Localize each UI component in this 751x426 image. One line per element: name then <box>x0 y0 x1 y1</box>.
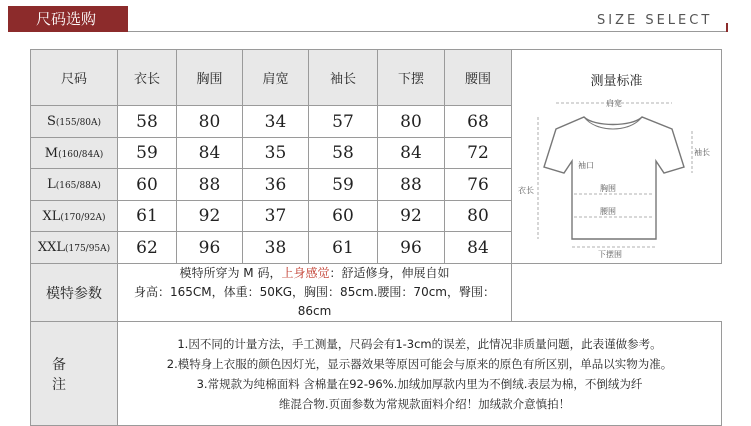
sleeve-value: 58 <box>309 137 378 169</box>
measurement-diagram-cell <box>512 50 722 264</box>
sleeve-value: 61 <box>309 232 378 264</box>
size-cell <box>31 232 118 264</box>
sleeve-value: 57 <box>309 106 378 138</box>
waist-value: 76 <box>445 169 512 201</box>
note-item: 2.模特身上衣服的颜色因灯光，显示器效果等原因可能会与原来的原色有所区别，单品以实物为准。 <box>166 356 673 371</box>
waist-value: 80 <box>445 200 512 232</box>
column-header: 尺码 <box>31 50 118 106</box>
waist-value: 84 <box>445 232 512 264</box>
shoulder-value: 35 <box>243 137 309 169</box>
fit-feeling-text: ：舒适修身，伸展自如 <box>329 266 450 280</box>
section-title-banner <box>8 6 128 32</box>
size-name: XXL <box>37 240 65 256</box>
note-item: 1.因不同的计量方法，手工测量，尺码会有1-3cm的误差，此情况非质量问题，此表谨做参考。 <box>177 336 662 351</box>
length-value: 61 <box>118 200 177 232</box>
notes-content <box>118 322 722 426</box>
size-select-caption: SIZE SELECT <box>597 13 713 28</box>
size-cell <box>31 169 118 201</box>
length-label: 衣长 <box>517 186 534 195</box>
chest-value: 96 <box>177 232 243 264</box>
shoulder-value: 37 <box>243 200 309 232</box>
armhole-label: 袖口 <box>577 161 594 170</box>
fit-feeling-label: 上身感觉 <box>281 266 330 280</box>
model-label: 模特参数 <box>31 264 118 322</box>
table-header-row <box>31 50 722 106</box>
model-info <box>118 264 512 322</box>
notes-label: 备注 <box>31 322 118 426</box>
size-spec: (160/84A) <box>58 149 104 160</box>
length-value: 58 <box>118 106 177 138</box>
column-header: 下摆 <box>378 50 445 106</box>
header-divider <box>128 31 726 32</box>
waist-value: 68 <box>445 106 512 138</box>
chest-value: 84 <box>177 137 243 169</box>
tshirt-measurement-diagram <box>514 89 720 259</box>
length-value: 60 <box>118 169 177 201</box>
chest-value: 80 <box>177 106 243 138</box>
size-cell <box>31 106 118 138</box>
size-name: M <box>44 145 59 161</box>
size-spec: (155/80A) <box>55 118 102 129</box>
column-header: 胸围 <box>177 50 243 106</box>
hem-value: 92 <box>378 200 445 232</box>
sleeve-label: 袖长 <box>693 148 710 157</box>
column-header: 肩宽 <box>243 50 309 106</box>
size-spec: (170/92A) <box>60 212 106 223</box>
model-row <box>31 264 722 322</box>
note-item: 3.常规款为纯棉面料 含棉量在92-96%.加绒加厚款内里为不倒绒.表层为棉，不倒绒为纤 <box>196 376 643 391</box>
chest-label: 胸围 <box>599 184 616 193</box>
hem-value: 84 <box>378 137 445 169</box>
shoulder-value: 36 <box>243 169 309 201</box>
model-measurements: 身高：165CM，体重：50KG，胸围：85cm.腰围：70cm，臀围：86cm <box>133 285 495 318</box>
notes-row <box>31 322 722 426</box>
size-name: L <box>47 177 56 193</box>
hem-value: 80 <box>378 106 445 138</box>
sleeve-value: 60 <box>309 200 378 232</box>
size-cell <box>31 137 118 169</box>
column-header: 腰围 <box>445 50 512 106</box>
section-title: 尺码选购 <box>36 10 97 28</box>
column-header: 衣长 <box>118 50 177 106</box>
model-fit-line <box>118 264 511 283</box>
hem-label: 下摆围 <box>597 250 622 259</box>
measurement-standard-title: 测量标准 <box>590 74 643 89</box>
hem-value: 88 <box>378 169 445 201</box>
shoulder-label: 肩宽 <box>605 99 622 108</box>
size-cell <box>31 200 118 232</box>
size-name: S <box>46 114 56 130</box>
model-size-text: 模特所穿为 M 码， <box>179 266 282 280</box>
size-chart-table <box>30 49 722 426</box>
header-accent-mark <box>726 23 728 32</box>
length-value: 62 <box>118 232 177 264</box>
sleeve-value: 59 <box>309 169 378 201</box>
size-spec: (175/95A) <box>64 244 111 255</box>
length-value: 59 <box>118 137 177 169</box>
waist-label: 腰围 <box>599 207 616 216</box>
chest-value: 92 <box>177 200 243 232</box>
shoulder-value: 38 <box>243 232 309 264</box>
size-spec: (165/88A) <box>55 181 101 192</box>
size-name: XL <box>42 208 61 224</box>
shoulder-value: 34 <box>243 106 309 138</box>
note-item: 维混合物.页面参数为常规款面料介绍！加绒款介意慎拍！ <box>278 396 571 411</box>
chest-value: 88 <box>177 169 243 201</box>
waist-value: 72 <box>445 137 512 169</box>
hem-value: 96 <box>378 232 445 264</box>
column-header: 袖长 <box>309 50 378 106</box>
